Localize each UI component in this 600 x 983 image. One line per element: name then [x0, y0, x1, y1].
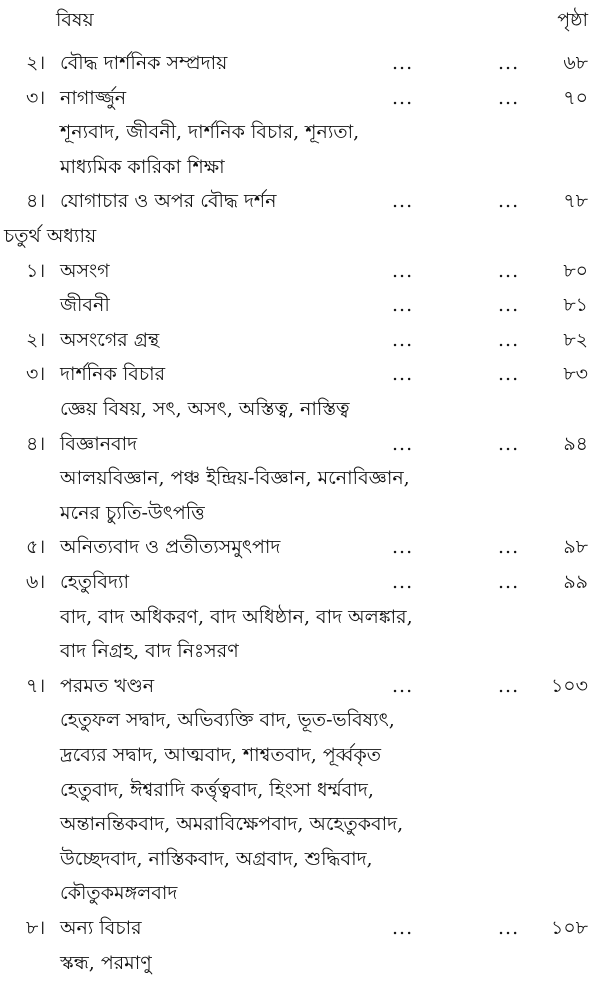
- toc-entry: [0, 669, 600, 703]
- toc-entry: [0, 254, 600, 288]
- entry-number: ৪।: [26, 190, 46, 213]
- toc-entry: [0, 81, 600, 115]
- leader-dots: ...: [498, 536, 520, 559]
- leader-dots: ...: [392, 259, 414, 282]
- toc-entry: [0, 911, 600, 945]
- leader-dots: ...: [392, 432, 414, 455]
- entry-title: বৌদ্ধ দার্শনিক সম্প্রদায়: [60, 52, 228, 74]
- leader-dots: ...: [498, 190, 520, 213]
- leader-dots: ...: [498, 917, 520, 939]
- toc-entry: [0, 184, 600, 218]
- entry-page-number: ৭৮: [563, 190, 588, 213]
- leader-dots: ...: [498, 259, 520, 282]
- entry-title: হেতুবিদ্যা: [60, 571, 129, 593]
- toc-subtopics: বাদ, বাদ অধিকরণ, বাদ অধিষ্ঠান, বাদ অলঙ্কার,: [60, 605, 413, 628]
- entry-number: ২।: [26, 52, 46, 74]
- toc-subtopics: হেতুবাদ, ঈশ্বরাদি কর্ত্তৃত্ববাদ, হিংসা ধর্ম্মবাদ,: [60, 778, 374, 801]
- entry-page-number: ১০৮: [550, 917, 588, 939]
- toc-subtopics: জ্ঞেয় বিষয়, সৎ, অসৎ, অস্তিত্ব, নাস্তিত্ব: [60, 398, 350, 420]
- leader-dots: ...: [498, 432, 520, 455]
- entry-title: নাগার্জ্জুন: [60, 86, 127, 109]
- leader-dots: ...: [498, 52, 520, 74]
- entry-page-number: ৯৪: [563, 432, 588, 455]
- toc-entry: [0, 288, 600, 322]
- toc-subtopics: স্কন্ধ, পরমাণু: [60, 951, 152, 974]
- leader-dots: ...: [498, 86, 520, 109]
- toc-entry: [0, 46, 600, 80]
- leader-dots: ...: [392, 190, 414, 213]
- leader-dots: ...: [392, 52, 414, 74]
- entry-title: অনিত্যবাদ ও প্রতীত্যসমুৎপাদ: [60, 536, 281, 559]
- leader-dots: ...: [498, 571, 520, 593]
- toc-subtopics: কৌতুকমঙ্গলবাদ: [60, 882, 178, 905]
- leader-dots: ...: [392, 571, 414, 593]
- leader-dots: ...: [498, 328, 520, 351]
- entry-title: অন্য বিচার: [60, 917, 142, 939]
- toc-subtopics: বাদ নিগ্রহ, বাদ নিঃসরণ: [60, 640, 239, 663]
- toc-subtopics: দ্রব্যের সদ্বাদ, আত্মবাদ, শাশ্বতবাদ, পূর্ব্বকৃত: [60, 744, 382, 766]
- leader-dots: ...: [392, 536, 414, 559]
- toc-entry: [0, 323, 600, 357]
- entry-number: ৬।: [26, 571, 46, 593]
- entry-number: ৩।: [26, 86, 46, 109]
- entry-title: অসংগের গ্রন্থ: [60, 328, 160, 351]
- toc-entry: [0, 427, 600, 461]
- leader-dots: ...: [392, 294, 414, 317]
- toc-subtopics: অন্তানন্তিকবাদ, অমরাবিক্ষেপবাদ, অহেতুকবাদ,: [60, 813, 404, 836]
- toc-entry: [0, 357, 600, 391]
- leader-dots: ...: [392, 86, 414, 109]
- entry-number: ১।: [26, 259, 46, 282]
- entry-page-number: ৮২: [563, 328, 588, 351]
- entry-page-number: ৯৮: [563, 536, 588, 559]
- entry-page-number: ৮০: [563, 259, 588, 282]
- entry-page-number: ৮৩: [563, 363, 588, 386]
- toc-entry: [0, 530, 600, 564]
- entry-number: ৩।: [26, 363, 46, 386]
- toc-subtopics: শূন্যবাদ, জীবনী, দার্শনিক বিচার, শূন্যতা,: [60, 121, 360, 144]
- leader-dots: ...: [498, 363, 520, 386]
- entry-title: জীবনী: [60, 294, 110, 317]
- entry-title: অসংগ: [60, 259, 110, 282]
- toc-subtopics: উচ্ছেদবাদ, নাস্তিকবাদ, অগ্রবাদ, শুদ্ধিবাদ,: [60, 847, 373, 870]
- entry-number: ৫।: [26, 536, 46, 559]
- chapter-heading: চতুর্থ অধ্যায়: [4, 225, 97, 247]
- page-header: পৃষ্ঠা: [557, 9, 588, 31]
- entry-page-number: ১০৩: [550, 674, 588, 697]
- toc-entry: [0, 565, 600, 599]
- leader-dots: ...: [498, 674, 520, 697]
- entry-page-number: ৬৮: [563, 52, 588, 74]
- leader-dots: ...: [392, 674, 414, 697]
- leader-dots: ...: [392, 917, 414, 939]
- toc-subtopics: হেতুফল সদ্বাদ, অভিব্যক্তি বাদ, ভূত-ভবিষ্যৎ,: [60, 709, 395, 732]
- entry-number: ৪।: [26, 432, 46, 455]
- entry-title: দার্শনিক বিচার: [60, 363, 166, 386]
- entry-number: ৮।: [26, 917, 46, 939]
- leader-dots: ...: [392, 363, 414, 386]
- subject-header: বিষয়: [56, 9, 94, 31]
- entry-number: ২।: [26, 328, 46, 351]
- entry-number: ৭।: [26, 674, 46, 697]
- toc-subtopics: মনের চ্যুতি-উৎপত্তি: [60, 501, 205, 524]
- entry-page-number: ৭০: [563, 86, 588, 109]
- toc-subtopics: আলয়বিজ্ঞান, পঞ্চ ইন্দ্রিয়-বিজ্ঞান, মনোবিজ্ঞান,: [60, 467, 410, 490]
- entry-title: যোগাচার ও অপর বৌদ্ধ দর্শন: [60, 190, 277, 213]
- entry-page-number: ৮১: [563, 294, 588, 317]
- leader-dots: ...: [392, 328, 414, 351]
- entry-page-number: ৯৯: [563, 571, 588, 593]
- entry-title: পরমত খণ্ডন: [60, 674, 155, 697]
- entry-title: বিজ্ঞানবাদ: [60, 432, 138, 455]
- leader-dots: ...: [498, 294, 520, 317]
- toc-subtopics: মাধ্যমিক কারিকা শিক্ষা: [60, 155, 225, 178]
